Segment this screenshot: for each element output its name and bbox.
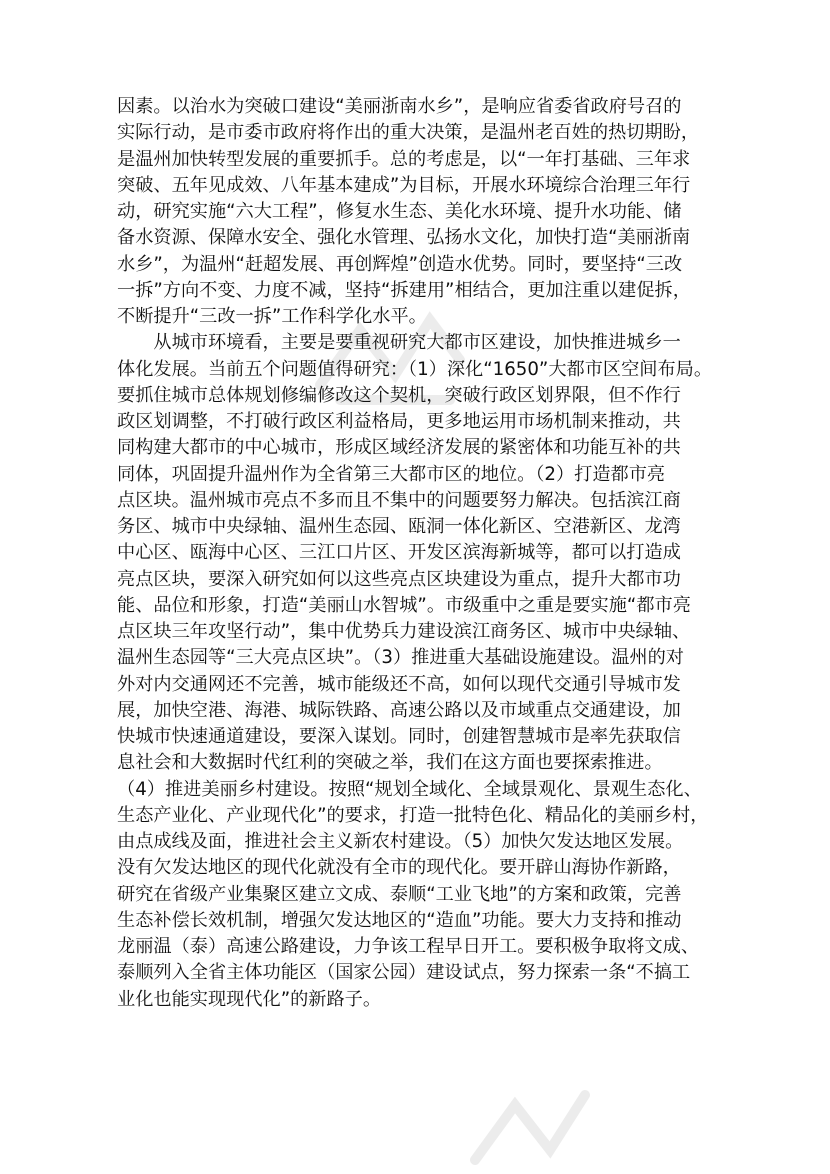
text-line: （4）推进美丽乡村建设。按照“规划全域化、全域景观化、景观生态化、 (117, 778, 702, 800)
text-line: 快城市快速通道建设，要深入谋划。同时，创建智慧城市是率先获取信 (117, 726, 681, 747)
text-line: 是温州加快转型发展的重要抓手。总的考虑是，以“一年打基础、三年求 (117, 148, 691, 170)
text-line: 因素。以治水为突破口建设“美丽浙南水乡”，是响应省委省政府号召的 (117, 96, 682, 117)
text-line: 没有欠发达地区的现代化就没有全市的现代化。要开辟山海协作新路， (117, 857, 681, 879)
text-line: 由点成线及面，推进社会主义新农村建设。（5）加快欠发达地区发展。 (117, 831, 684, 852)
text-line: 突破、五年见成效、八年基本建成”为目标，开展水环境综合治理三年行 (117, 174, 691, 196)
body-text (117, 94, 737, 1013)
text-line: 展，加快空港、海港、城际铁路、高速公路以及市域重点交通建设，加 (117, 699, 681, 721)
text-line: 生态补偿长效机制，增强欠发达地区的“造血”功能。要大力支持和推动 (117, 909, 682, 931)
text-line: 体化发展。当前五个问题值得研究：（1）深化“1650”大都市区空间布局。 (117, 358, 713, 380)
text-line: 亮点区块，要深入研究如何以这些亮点区块建设为重点，提升大都市功 (117, 568, 681, 590)
text-line: 同构建大都市的中心城市，形成区域经济发展的紧密体和功能互补的共 (117, 437, 681, 459)
text-line: 业化也能实现现代化”的新路子。 (117, 988, 382, 1010)
text-line: 不断提升“三改一拆”工作科学化水平。 (117, 306, 427, 327)
text-line: 龙丽温（泰）高速公路建设，力争该工程早日开工。要积极争取将文成、 (117, 936, 700, 957)
text-line: 息社会和大数据时代红利的突破之举，我们在这方面也要探索推进。 (117, 752, 663, 774)
text-line: 能、品位和形象，打造“美丽山水智城”。市级重中之重是要实施“都市亮 (117, 594, 691, 616)
text-line: 政区划调整，不打破行政区利益格局，更多地运用市场机制来推动，共 (117, 411, 681, 432)
text-line: 温州生态园等“三大亮点区块”。（3）推进重大基础设施建设。温州的对 (117, 647, 684, 669)
text-line: 从城市环境看，主要是要重视研究大都市区建设，加快推进城乡一 (117, 332, 681, 354)
text-line: 点区块。温州城市亮点不多而且不集中的问题要努力解决。包括滨江商 (117, 489, 681, 511)
text-line: 点区块三年攻坚行动”，集中优势兵力建设滨江商务区、城市中央绿轴、 (117, 621, 691, 642)
text-line: 务区、城市中央绿轴、温州生态园、瓯洞一体化新区、空港新区、龙湾 (117, 516, 681, 537)
text-line: 同体，巩固提升温州作为全省第三大都市区的地位。（2）打造都市亮 (117, 463, 666, 485)
text-line: 泰顺列入全省主体功能区（国家公园）建设试点，努力探索一条“不搞工 (117, 962, 691, 984)
text-line: 水乡”，为温州“赶超发展、再创辉煌”创造水优势。同时，要坚持“三改 (117, 253, 683, 275)
text-line: 实际行动，是市委市政府将作出的重大决策，是温州老百姓的热切期盼， (117, 122, 700, 144)
text-line: 生态产业化、产业现代化”的要求，打造一批特色化、精品化的美丽乡村， (117, 804, 709, 826)
text-line: 动，研究实施“六大工程”，修复水生态、美化水环境、提升水功能、储 (117, 201, 682, 222)
text-line: 中心区、瓯海中心区、三江口片区、开发区滨海新城等，都可以打造成 (117, 542, 681, 564)
text-line: 研究在省级产业集聚区建立文成、泰顺“工业飞地”的方案和政策，完善 (117, 883, 682, 905)
text-line: 备水资源、保障水安全、强化水管理、弘扬水文化，加快打造“美丽浙南 (117, 227, 691, 249)
text-line: 外对内交通网还不完善，城市能级还不高，如何以现代交通引导城市发 (117, 673, 681, 695)
text-line: 一拆”方向不变、力度不减，坚持“拆建用”相结合，更加注重以建促拆， (117, 279, 691, 301)
text-line: 要抓住城市总体规划修编修改这个契机，突破行政区划界限，但不作行 (117, 384, 681, 406)
watermark-logo (460, 1080, 610, 1170)
